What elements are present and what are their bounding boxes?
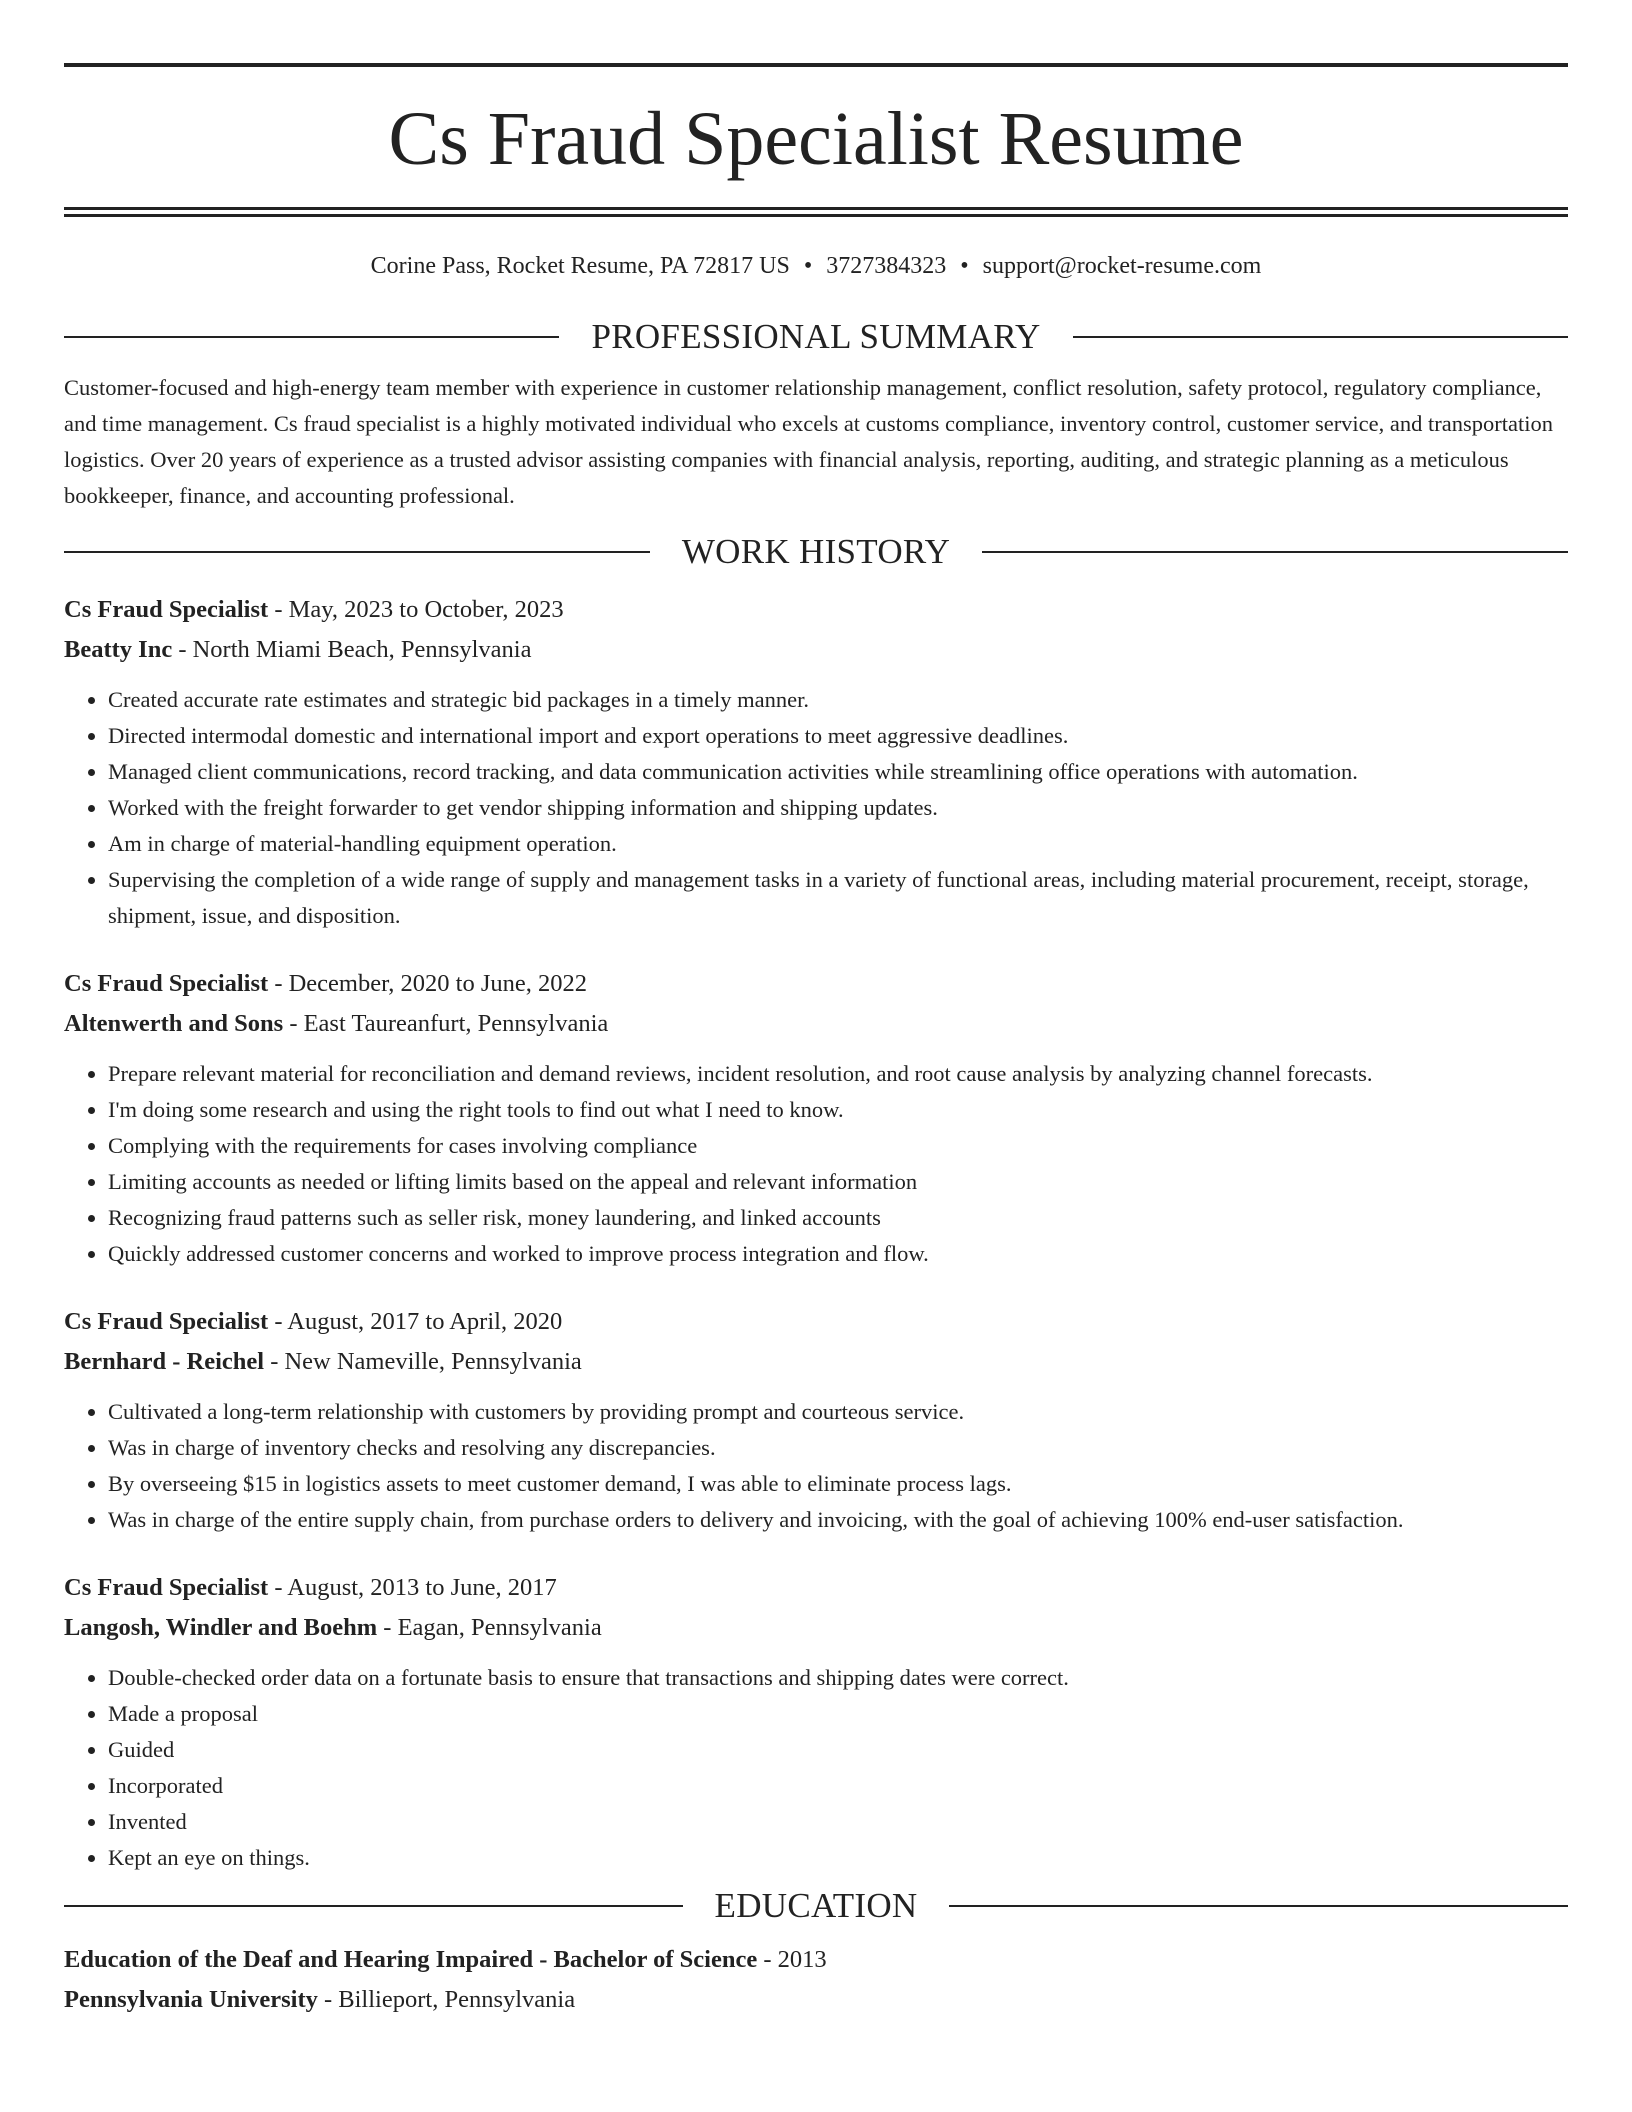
bullet-item: • Guided xyxy=(108,1732,1568,1768)
heading-rule-right xyxy=(1073,336,1568,338)
bullet-item: • Worked with the freight forwarder to get vendor shipping information and shipping updates. xyxy=(108,790,1568,826)
bullet-item: • Was in charge of inventory checks and resolving any discrepancies. xyxy=(108,1430,1568,1466)
bullet-item: • I'm doing some research and using the right tools to find out what I need to know. xyxy=(108,1092,1568,1128)
top-rule xyxy=(64,63,1568,67)
heading-rule-right xyxy=(949,1905,1568,1907)
job-bullets xyxy=(64,1660,1568,1876)
heading-rule-left xyxy=(64,336,559,338)
job-dates: - August, 2013 to June, 2017 xyxy=(268,1574,557,1601)
education-year: - 2013 xyxy=(757,1946,827,1973)
job-dates: - December, 2020 to June, 2022 xyxy=(268,970,587,997)
contact-phone: 3727384323 xyxy=(826,253,947,279)
job-title: Cs Fraud Specialist xyxy=(64,1308,269,1335)
section-heading-work xyxy=(64,532,1568,572)
education-location: - Billieport, Pennsylvania xyxy=(317,1986,576,2013)
job-entry xyxy=(64,590,1568,934)
education-school: Pennsylvania University xyxy=(64,1986,318,2013)
section-title: WORK HISTORY xyxy=(681,532,951,571)
job-company: Altenwerth and Sons xyxy=(64,1010,284,1037)
education-school-line xyxy=(64,1980,1568,2020)
job-company-line xyxy=(64,630,1568,670)
summary-text: Customer-focused and high-energy team member with experience in customer relationship management, conflict resolution, safety protocol, regulatory compliance, and time management. Cs fraud specialist is a highly motivated individual who excels at customs compliance, inventory control, customer service, and transportation logistics. Over 20 years of experience as a trusted advisor assisting companies with financial analysis, reporting, auditing, and strategic planning as a meticulous bookkeeper, finance, and accounting professional. xyxy=(64,375,1553,508)
bullet-item: • Supervising the completion of a wide range of supply and management tasks in a variety of functional areas, including material procurement, receipt, storage, shipment, issue, and disposition. xyxy=(108,862,1568,934)
heading-rule-left xyxy=(64,1905,683,1907)
contact-address: Corine Pass, Rocket Resume, PA 72817 US xyxy=(370,253,790,279)
education-degree: Education of the Deaf and Hearing Impaired - Bachelor of Science xyxy=(64,1946,758,1973)
job-location: - Eagan, Pennsylvania xyxy=(377,1614,602,1641)
section-title: EDUCATION xyxy=(714,1886,918,1925)
job-title: Cs Fraud Specialist xyxy=(64,596,269,623)
job-bullets xyxy=(64,1394,1568,1538)
work-history-list xyxy=(64,590,1568,1876)
job-title: Cs Fraud Specialist xyxy=(64,1574,269,1601)
education-degree-line xyxy=(64,1940,1568,1980)
section-heading-summary xyxy=(64,317,1568,357)
job-title-line xyxy=(64,590,1568,630)
job-title-line xyxy=(64,1568,1568,1608)
bullet-item: • Prepare relevant material for reconciliation and demand reviews, incident resolution, and root cause analysis by analyzing channel forecasts. xyxy=(108,1056,1568,1092)
contact-separator: • xyxy=(960,253,969,279)
job-bullets xyxy=(64,682,1568,934)
job-company-line xyxy=(64,1342,1568,1382)
bullet-item: • Created accurate rate estimates and strategic bid packages in a timely manner. xyxy=(108,682,1568,718)
bullet-item: • Double-checked order data on a fortunate basis to ensure that transactions and shipping dates were correct. xyxy=(108,1660,1568,1696)
job-company: Bernhard - Reichel xyxy=(64,1348,265,1375)
bullet-item: • Invented xyxy=(108,1804,1568,1840)
contact-line xyxy=(64,251,1568,281)
bullet-item: • Managed client communications, record tracking, and data communication activities while streamlining office operations with automation. xyxy=(108,754,1568,790)
bullet-item: • Complying with the requirements for cases involving compliance xyxy=(108,1128,1568,1164)
heading-rule-right xyxy=(982,551,1568,553)
job-title-line xyxy=(64,1302,1568,1342)
job-title-line xyxy=(64,964,1568,1004)
contact-separator: • xyxy=(803,253,813,279)
job-title: Cs Fraud Specialist xyxy=(64,970,269,997)
job-company-line xyxy=(64,1608,1568,1648)
job-location: - East Taureanfurt, Pennsylvania xyxy=(283,1010,609,1037)
bullet-item: • Recognizing fraud patterns such as seller risk, money laundering, and linked accounts xyxy=(108,1200,1568,1236)
bullet-item: • Limiting accounts as needed or lifting limits based on the appeal and relevant information xyxy=(108,1164,1568,1200)
job-company: Langosh, Windler and Boehm xyxy=(64,1614,378,1641)
job-location: - North Miami Beach, Pennsylvania xyxy=(172,636,532,663)
contact-email: support@rocket-resume.com xyxy=(982,253,1262,279)
bullet-item: • Directed intermodal domestic and international import and export operations to meet aggressive deadlines. xyxy=(108,718,1568,754)
job-dates: - August, 2017 to April, 2020 xyxy=(268,1308,563,1335)
section-title: PROFESSIONAL SUMMARY xyxy=(591,317,1041,356)
bullet-item: • Am in charge of material-handling equipment operation. xyxy=(108,826,1568,862)
job-entry xyxy=(64,964,1568,1272)
bullet-item: • Incorporated xyxy=(108,1768,1568,1804)
job-dates: - May, 2023 to October, 2023 xyxy=(268,596,564,623)
title-double-rule xyxy=(64,207,1568,217)
bullet-item: • Was in charge of the entire supply chain, from purchase orders to delivery and invoicing, with the goal of achieving 100% end-user satisfaction. xyxy=(108,1502,1568,1538)
bullet-item: • Quickly addressed customer concerns and worked to improve process integration and flow. xyxy=(108,1236,1568,1272)
education-entry xyxy=(64,1940,1568,2020)
bullet-item: • Kept an eye on things. xyxy=(108,1840,1568,1876)
job-entry xyxy=(64,1568,1568,1876)
resume-title: Cs Fraud Specialist Resume xyxy=(388,97,1244,181)
job-entry xyxy=(64,1302,1568,1538)
job-company-line xyxy=(64,1004,1568,1044)
bullet-item: • By overseeing $15 in logistics assets to meet customer demand, I was able to eliminate process lags. xyxy=(108,1466,1568,1502)
job-company: Beatty Inc xyxy=(64,636,173,663)
heading-rule-left xyxy=(64,551,650,553)
bullet-item: • Made a proposal xyxy=(108,1696,1568,1732)
job-location: - New Nameville, Pennsylvania xyxy=(264,1348,582,1375)
section-heading-education xyxy=(64,1886,1568,1926)
bullet-item: • Cultivated a long-term relationship with customers by providing prompt and courteous service. xyxy=(108,1394,1568,1430)
job-bullets xyxy=(64,1056,1568,1272)
